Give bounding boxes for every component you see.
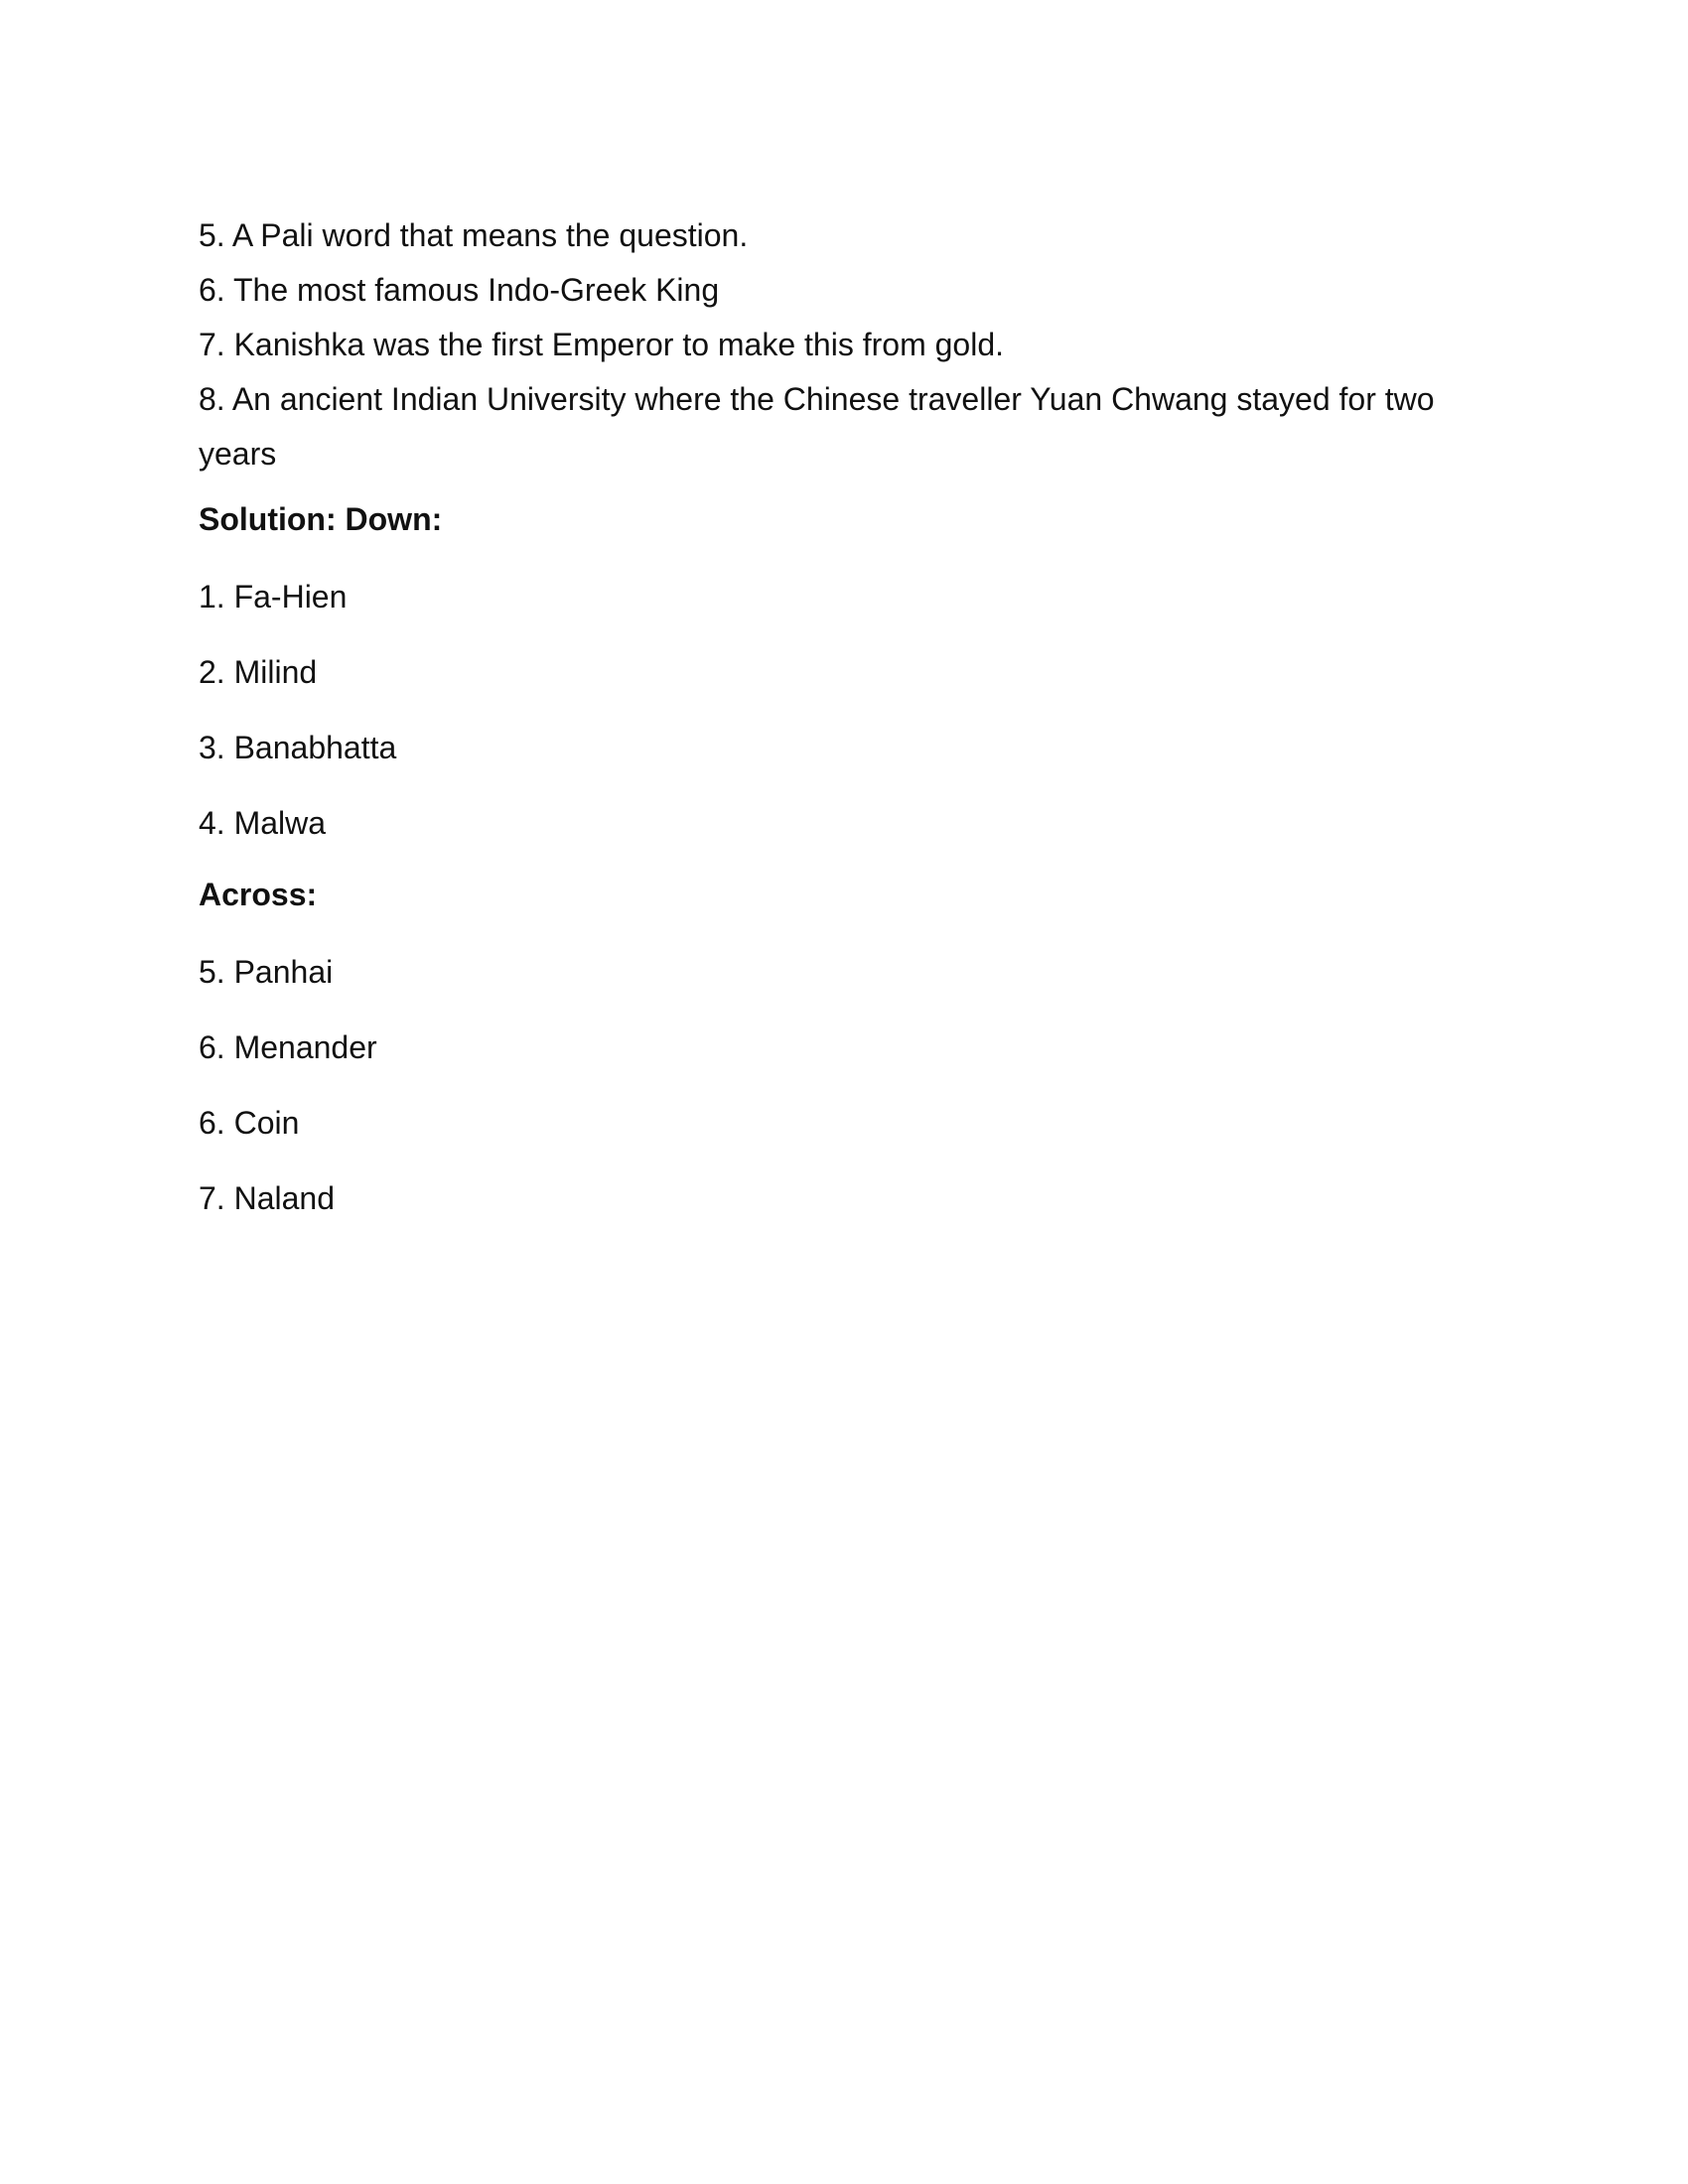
across-answer: 6. Menander xyxy=(199,1029,377,1065)
across-heading: Across: xyxy=(199,877,318,912)
clue-item: 5. A Pali word that means the question. xyxy=(199,217,749,253)
across-answer: 6. Coin xyxy=(199,1105,300,1141)
across-answer: 7. Naland xyxy=(199,1180,335,1216)
clue-item: 8. An ancient Indian University where the Chinese traveller Yuan Chwang stayed for two years xyxy=(199,381,1435,472)
down-answer: 2. Milind xyxy=(199,654,318,690)
solution-down-heading: Solution: Down: xyxy=(199,501,443,537)
across-answer: 5. Panhai xyxy=(199,954,334,990)
clue-item: 6. The most famous Indo-Greek King xyxy=(199,272,720,308)
clue-list xyxy=(199,208,1489,481)
down-answer-list xyxy=(199,577,1489,843)
document-page xyxy=(199,208,1489,1254)
clue-item: 7. Kanishka was the first Emperor to make this from gold. xyxy=(199,327,1004,362)
across-answer-list xyxy=(199,952,1489,1218)
down-answer: 1. Fa-Hien xyxy=(199,579,348,614)
down-answer: 4. Malwa xyxy=(199,805,327,841)
down-answer: 3. Banabhatta xyxy=(199,730,397,765)
